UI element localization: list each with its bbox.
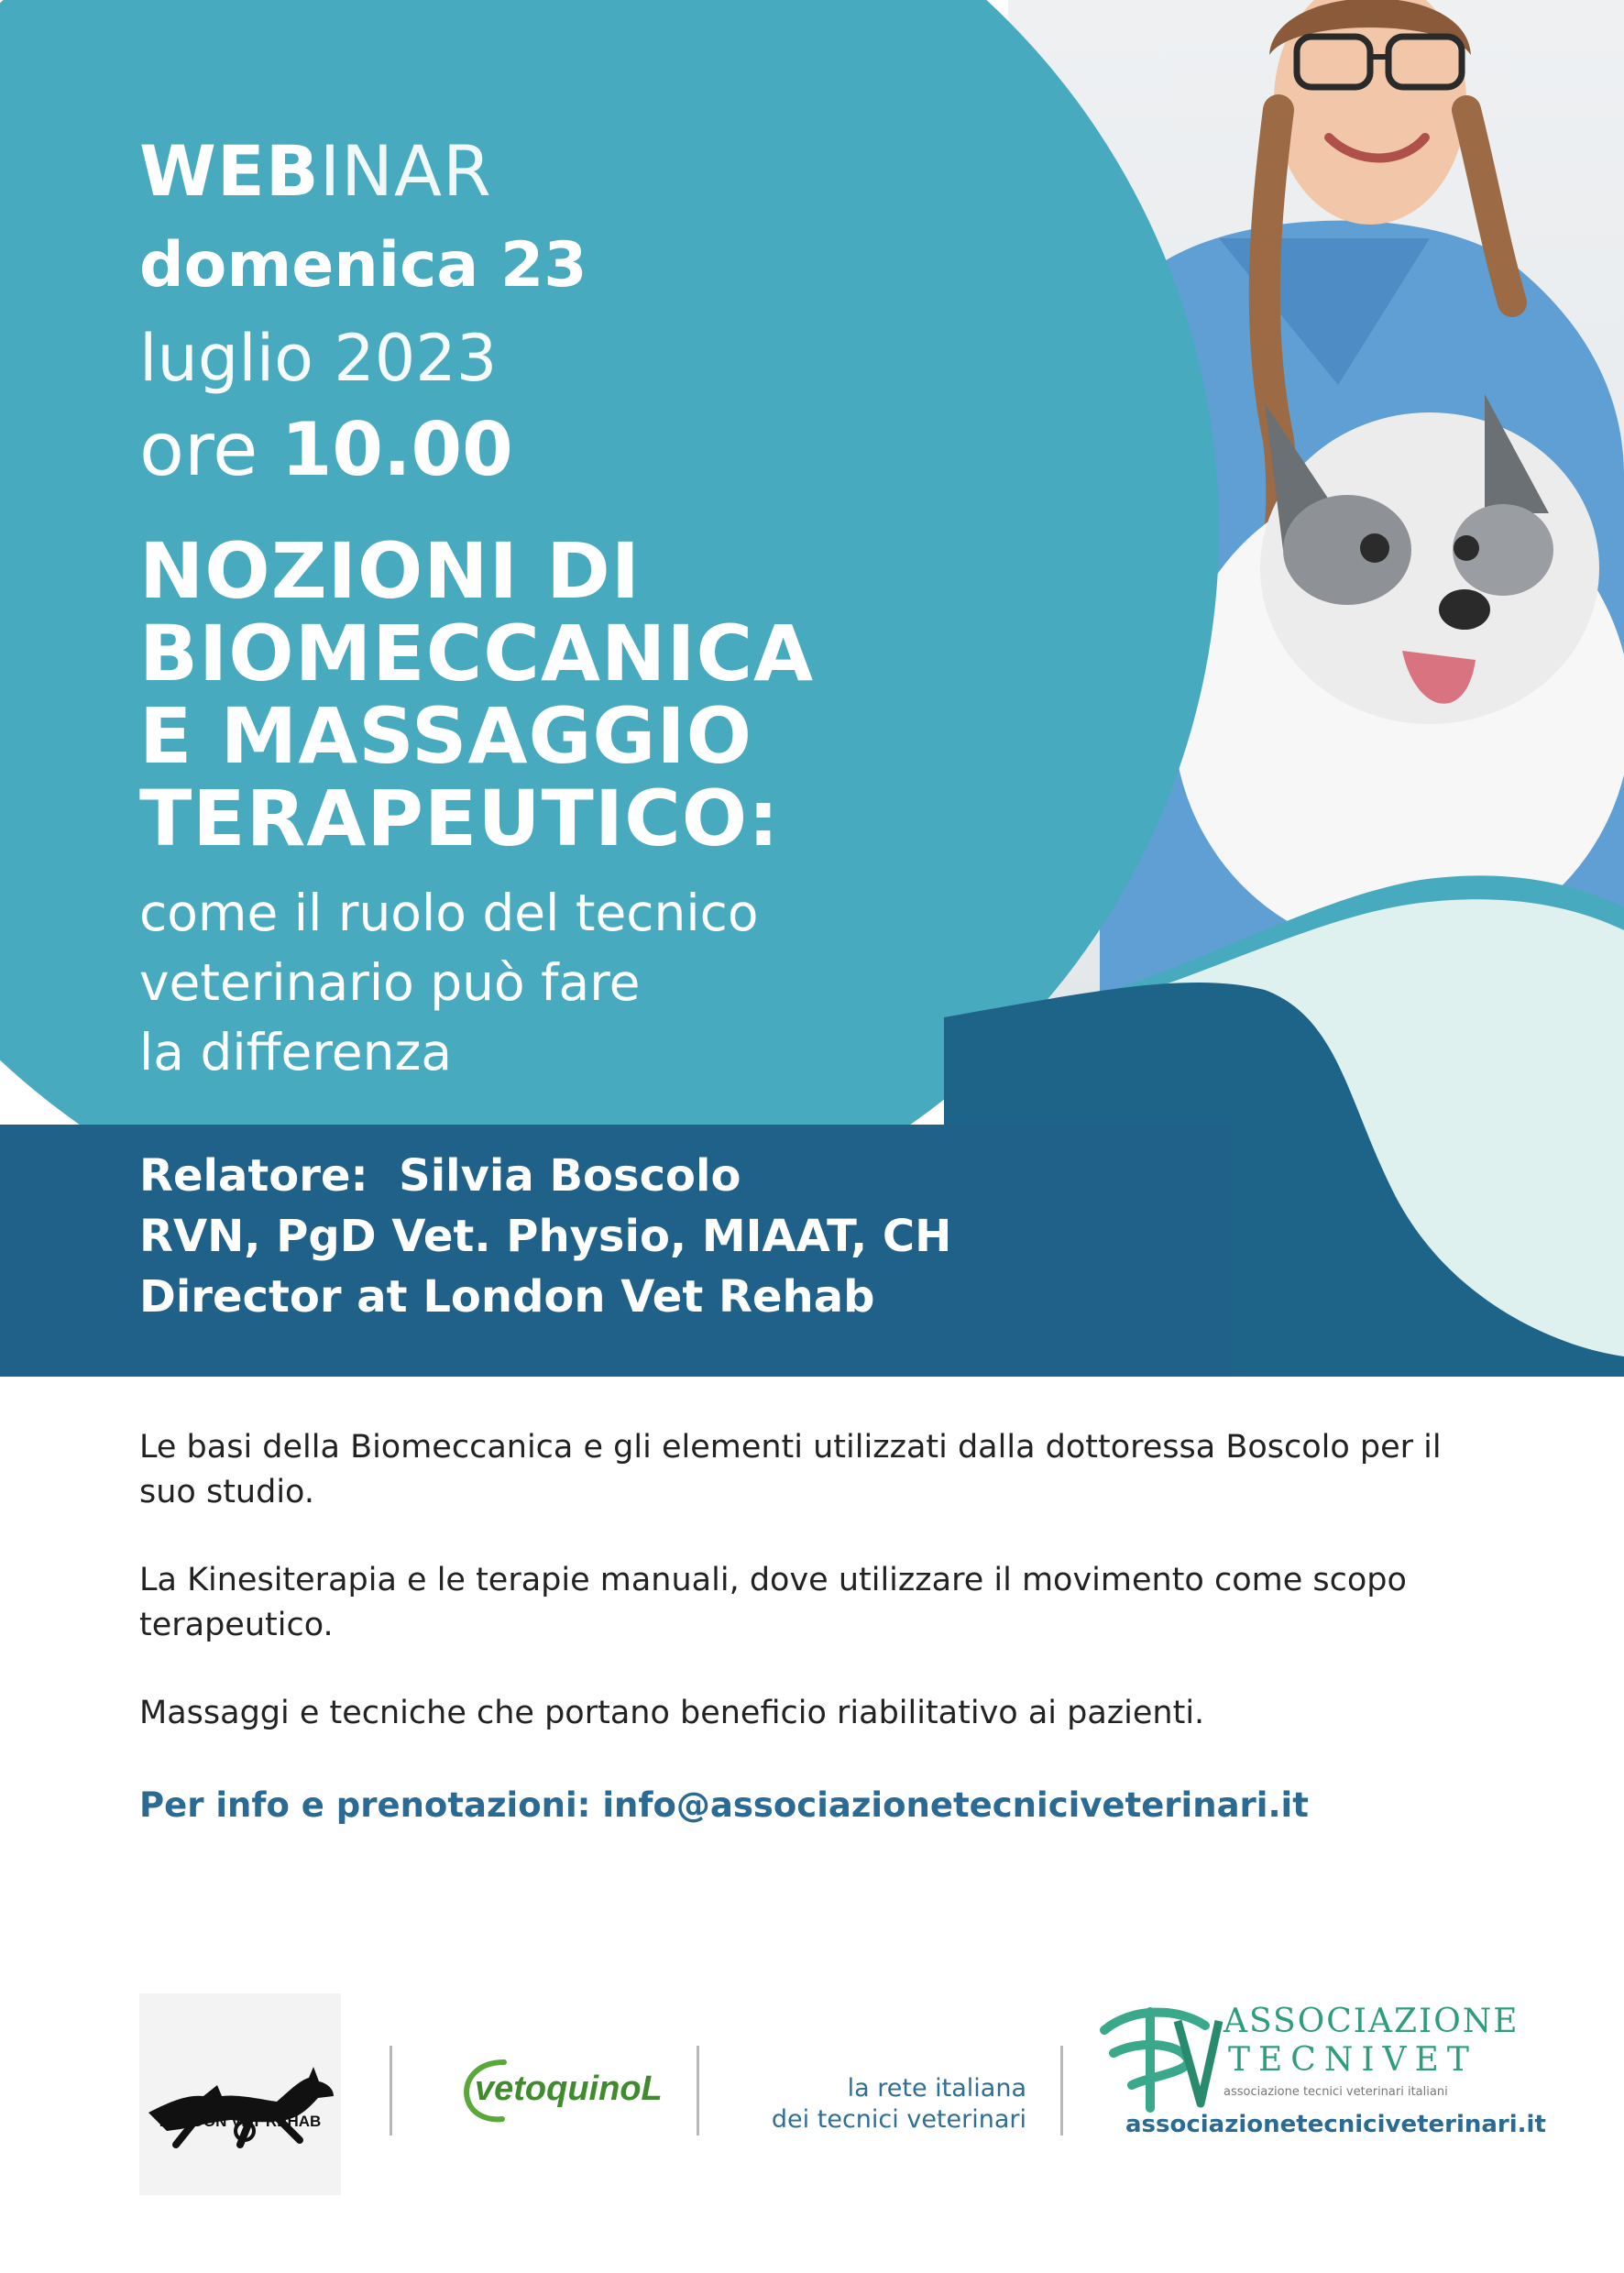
description-paragraph-1: Le basi della Biomeccanica e gli elementi utilizzati dalla dottoressa Boscolo per il suo studio. — [139, 1429, 1442, 1510]
speaker-info — [139, 1146, 951, 1327]
webinar-label-bold: WEB — [139, 130, 320, 212]
contact-line — [139, 1783, 1309, 1828]
assoc-website-link[interactable]: associazionetecniciveterinari.it — [1125, 2111, 1546, 2138]
event-time — [139, 408, 513, 492]
dog-nose — [1439, 589, 1490, 630]
webinar-label — [139, 130, 492, 213]
footer-divider-2 — [697, 2046, 699, 2136]
tagline-line-1: la rete italiana — [847, 2074, 1026, 2103]
vetoquinol-text: vetoquinoL — [475, 2070, 663, 2108]
footer-divider-3 — [1060, 2046, 1063, 2136]
time-prefix: ore — [139, 407, 258, 492]
speaker-label: Relatore: — [139, 1150, 368, 1202]
network-tagline — [724, 2073, 1026, 2136]
title-line-4: TERAPEUTICO: — [139, 774, 780, 863]
date-day: domenica 23 — [139, 229, 587, 302]
london-vet-rehab-logo — [139, 1993, 341, 2195]
description-paragraph-2: La Kinesiterapia e le terapie manuali, dove utilizzare il movimento come scopo terapeutico. — [139, 1562, 1407, 1643]
tagline-line-2: dei tecnici veterinari — [771, 2105, 1026, 2134]
subtitle-line-1: come il ruolo del tecnico — [139, 884, 759, 942]
speaker-credentials: RVN, PgD Vet. Physio, MIAAT, CH — [139, 1211, 952, 1262]
webinar-label-light: INAR — [319, 130, 492, 212]
subtitle-line-2: veterinario può fare — [139, 953, 641, 1012]
contact-email-link[interactable]: info@associazionetecniciveterinari.it — [602, 1785, 1309, 1825]
title-line-2: BIOMECCANICA — [139, 609, 815, 698]
assoc-name-line2: TECNIVET — [1228, 2041, 1477, 2079]
date-month: luglio 2023 — [139, 321, 498, 396]
title-line-3: E MASSAGGIO — [139, 691, 753, 781]
event-subtitle — [139, 878, 759, 1087]
speaker-role: Director at London Vet Rehab — [139, 1271, 875, 1323]
footer-divider-1 — [390, 2046, 392, 2136]
running-dog-icon — [139, 1993, 341, 2195]
contact-label: Per info e prenotazioni: — [139, 1785, 591, 1825]
description-paragraph-3: Massaggi e tecniche che portano beneficio riabilitativo ai pazienti. — [139, 1695, 1205, 1731]
event-title — [139, 526, 815, 863]
london-vet-rehab-text: LONDON VET REHAB — [159, 2113, 322, 2130]
subtitle-line-3: la differenza — [139, 1023, 453, 1082]
dog-eye — [1360, 533, 1389, 563]
vetoquinol-logo — [458, 2053, 663, 2126]
caduceus-icon — [1095, 2003, 1223, 2113]
assoc-name-line1: ASSOCIAZIONE — [1223, 2003, 1520, 2040]
speaker-name: Silvia Boscolo — [399, 1150, 741, 1202]
assoc-subtitle: associazione tecnici veterinari italiani — [1223, 2085, 1448, 2099]
speaker-line-1 — [139, 1146, 951, 1206]
time-value: 10.00 — [280, 407, 513, 492]
title-line-1: NOZIONI DI — [139, 526, 642, 616]
